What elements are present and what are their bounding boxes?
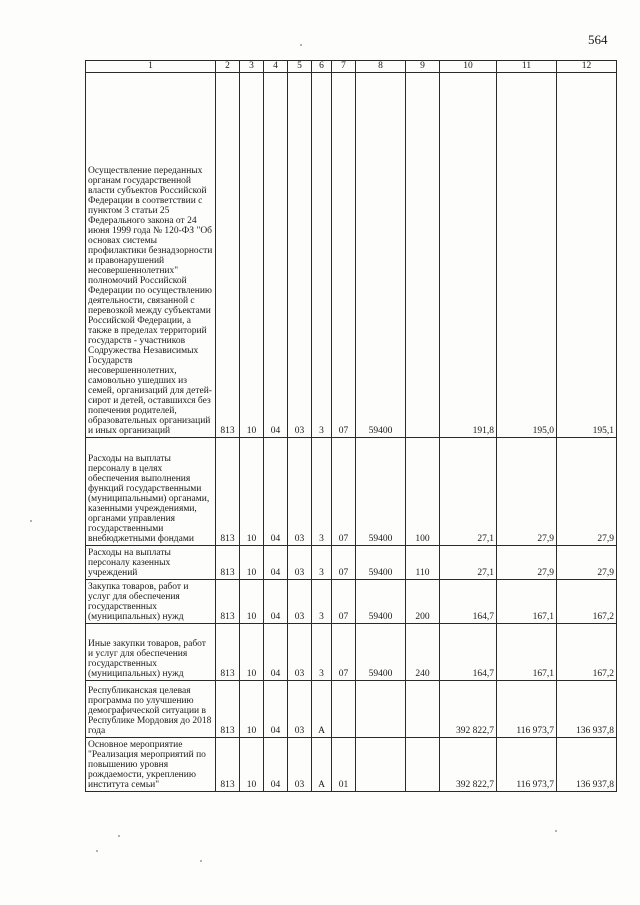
- cell-ministry-code: 813: [216, 546, 240, 580]
- table-row: [86, 681, 617, 738]
- cell-section: 10: [240, 438, 264, 546]
- column-header: 3: [240, 61, 264, 73]
- cell-subsection: 04: [264, 73, 288, 438]
- cell-program: 03: [288, 738, 312, 792]
- cell-direction: 59400: [356, 73, 406, 438]
- row-name: Закупка товаров, работ и услуг для обеспечения государственных (муниципальных) нужд: [86, 580, 216, 624]
- cell-direction: 59400: [356, 546, 406, 580]
- scan-speck: [118, 835, 120, 837]
- cell-section: 10: [240, 738, 264, 792]
- cell-subprogram: 3: [312, 624, 332, 681]
- column-header: 1: [86, 61, 216, 73]
- scan-speck: [300, 44, 302, 46]
- cell-program: 03: [288, 438, 312, 546]
- cell-ministry-code: 813: [216, 438, 240, 546]
- cell-subsection: 04: [264, 438, 288, 546]
- cell-direction: 59400: [356, 624, 406, 681]
- cell-program: 03: [288, 546, 312, 580]
- cell-ministry-code: 813: [216, 73, 240, 438]
- budget-table: [85, 60, 617, 792]
- cell-amount-col12: 167,2: [557, 580, 617, 624]
- cell-program: 03: [288, 580, 312, 624]
- cell-amount-col12: 167,2: [557, 624, 617, 681]
- cell-subprogram: 3: [312, 73, 332, 438]
- cell-amount-col10: 191,8: [440, 73, 497, 438]
- cell-expense-type: 100: [406, 438, 440, 546]
- column-header: 8: [356, 61, 406, 73]
- table-row: [86, 546, 617, 580]
- page-number: 564: [588, 32, 608, 47]
- table-row: [86, 624, 617, 681]
- cell-amount-col10: 164,7: [440, 624, 497, 681]
- cell-subsection: 04: [264, 738, 288, 792]
- cell-amount-col12: 27,9: [557, 438, 617, 546]
- cell-subprogram: 3: [312, 546, 332, 580]
- row-name: Республиканская целевая программа по улучшению демографической ситуации в Республике Мордовия до 2018 года: [86, 681, 216, 738]
- cell-amount-col11: 167,1: [497, 624, 557, 681]
- cell-direction: [356, 738, 406, 792]
- cell-amount-col11: 167,1: [497, 580, 557, 624]
- cell-expense-type: 200: [406, 580, 440, 624]
- cell-event: [332, 681, 356, 738]
- scan-speck: [200, 860, 202, 862]
- cell-direction: [356, 681, 406, 738]
- table-row: [86, 580, 617, 624]
- cell-amount-col10: 392 822,7: [440, 738, 497, 792]
- cell-amount-col11: 116 973,7: [497, 738, 557, 792]
- scan-speck: [555, 830, 557, 832]
- cell-expense-type: [406, 73, 440, 438]
- cell-direction: 59400: [356, 438, 406, 546]
- column-header: 9: [406, 61, 440, 73]
- cell-amount-col10: 164,7: [440, 580, 497, 624]
- cell-amount-col10: 27,1: [440, 438, 497, 546]
- cell-event: 01: [332, 738, 356, 792]
- column-header: 11: [497, 61, 557, 73]
- row-name: Расходы на выплаты персоналу казенных учреждений: [86, 546, 216, 580]
- cell-amount-col12: 136 937,8: [557, 738, 617, 792]
- row-name: Иные закупки товаров, работ и услуг для обеспечения государственных (муниципальных) нужд: [86, 624, 216, 681]
- cell-subprogram: 3: [312, 438, 332, 546]
- cell-ministry-code: 813: [216, 624, 240, 681]
- cell-section: 10: [240, 73, 264, 438]
- cell-ministry-code: 813: [216, 580, 240, 624]
- cell-amount-col12: 27,9: [557, 546, 617, 580]
- cell-expense-type: 240: [406, 624, 440, 681]
- cell-event: 07: [332, 438, 356, 546]
- column-header: 2: [216, 61, 240, 73]
- cell-subprogram: А: [312, 738, 332, 792]
- cell-ministry-code: 813: [216, 738, 240, 792]
- table-row: [86, 438, 617, 546]
- cell-direction: 59400: [356, 580, 406, 624]
- table-row: [86, 73, 617, 438]
- column-header: 4: [264, 61, 288, 73]
- cell-ministry-code: 813: [216, 681, 240, 738]
- cell-amount-col10: 27,1: [440, 546, 497, 580]
- row-name: Основное мероприятие "Реализация мероприятий по повышению уровня рождаемости, укреплению института семьи": [86, 738, 216, 792]
- cell-amount-col12: 195,1: [557, 73, 617, 438]
- cell-section: 10: [240, 546, 264, 580]
- table-row: [86, 738, 617, 792]
- scan-speck: [96, 850, 98, 852]
- cell-amount-col12: 136 937,8: [557, 681, 617, 738]
- column-header: 7: [332, 61, 356, 73]
- cell-amount-col10: 392 822,7: [440, 681, 497, 738]
- row-name: Осуществление переданных органам государственной власти субъектов Российской Федерации в соответствии с пунктом 3 статьи 25 Федерального закона от 24 июня 1999 года № 120-ФЗ "Об основах системы профилактики безнадзорности и правонарушений несовершеннолетних" полномочий Российской Федерации по осуществлению деятельности, связанной с перевозкой между субъектами Российской Федерации, а также в пределах территорий государств - участников Содружества Независимых Государств несовершеннолетних, самовольно ушедших из семей, организаций для детей-сирот и детей, оставшихся без попечения родителей, образовательных организаций и иных организаций: [86, 73, 216, 438]
- column-header: 6: [312, 61, 332, 73]
- cell-event: 07: [332, 624, 356, 681]
- cell-program: 03: [288, 681, 312, 738]
- cell-amount-col11: 27,9: [497, 438, 557, 546]
- cell-expense-type: [406, 681, 440, 738]
- cell-expense-type: 110: [406, 546, 440, 580]
- cell-expense-type: [406, 738, 440, 792]
- cell-program: 03: [288, 73, 312, 438]
- cell-amount-col11: 27,9: [497, 546, 557, 580]
- column-header: 5: [288, 61, 312, 73]
- cell-amount-col11: 195,0: [497, 73, 557, 438]
- cell-event: 07: [332, 73, 356, 438]
- scan-speck: [30, 520, 32, 522]
- cell-section: 10: [240, 681, 264, 738]
- cell-subsection: 04: [264, 580, 288, 624]
- row-name: Расходы на выплаты персоналу в целях обеспечения выполнения функций государственными (муниципальными) органами, казенными учреждениями, органами управления государственными внебюджетными фондами: [86, 438, 216, 546]
- header-row: [86, 61, 617, 73]
- cell-subsection: 04: [264, 546, 288, 580]
- column-header: 10: [440, 61, 497, 73]
- cell-section: 10: [240, 624, 264, 681]
- cell-event: 07: [332, 580, 356, 624]
- cell-amount-col11: 116 973,7: [497, 681, 557, 738]
- cell-subsection: 04: [264, 681, 288, 738]
- cell-subsection: 04: [264, 624, 288, 681]
- cell-section: 10: [240, 580, 264, 624]
- cell-program: 03: [288, 624, 312, 681]
- cell-event: 07: [332, 546, 356, 580]
- cell-subprogram: А: [312, 681, 332, 738]
- cell-subprogram: 3: [312, 580, 332, 624]
- column-header: 12: [557, 61, 617, 73]
